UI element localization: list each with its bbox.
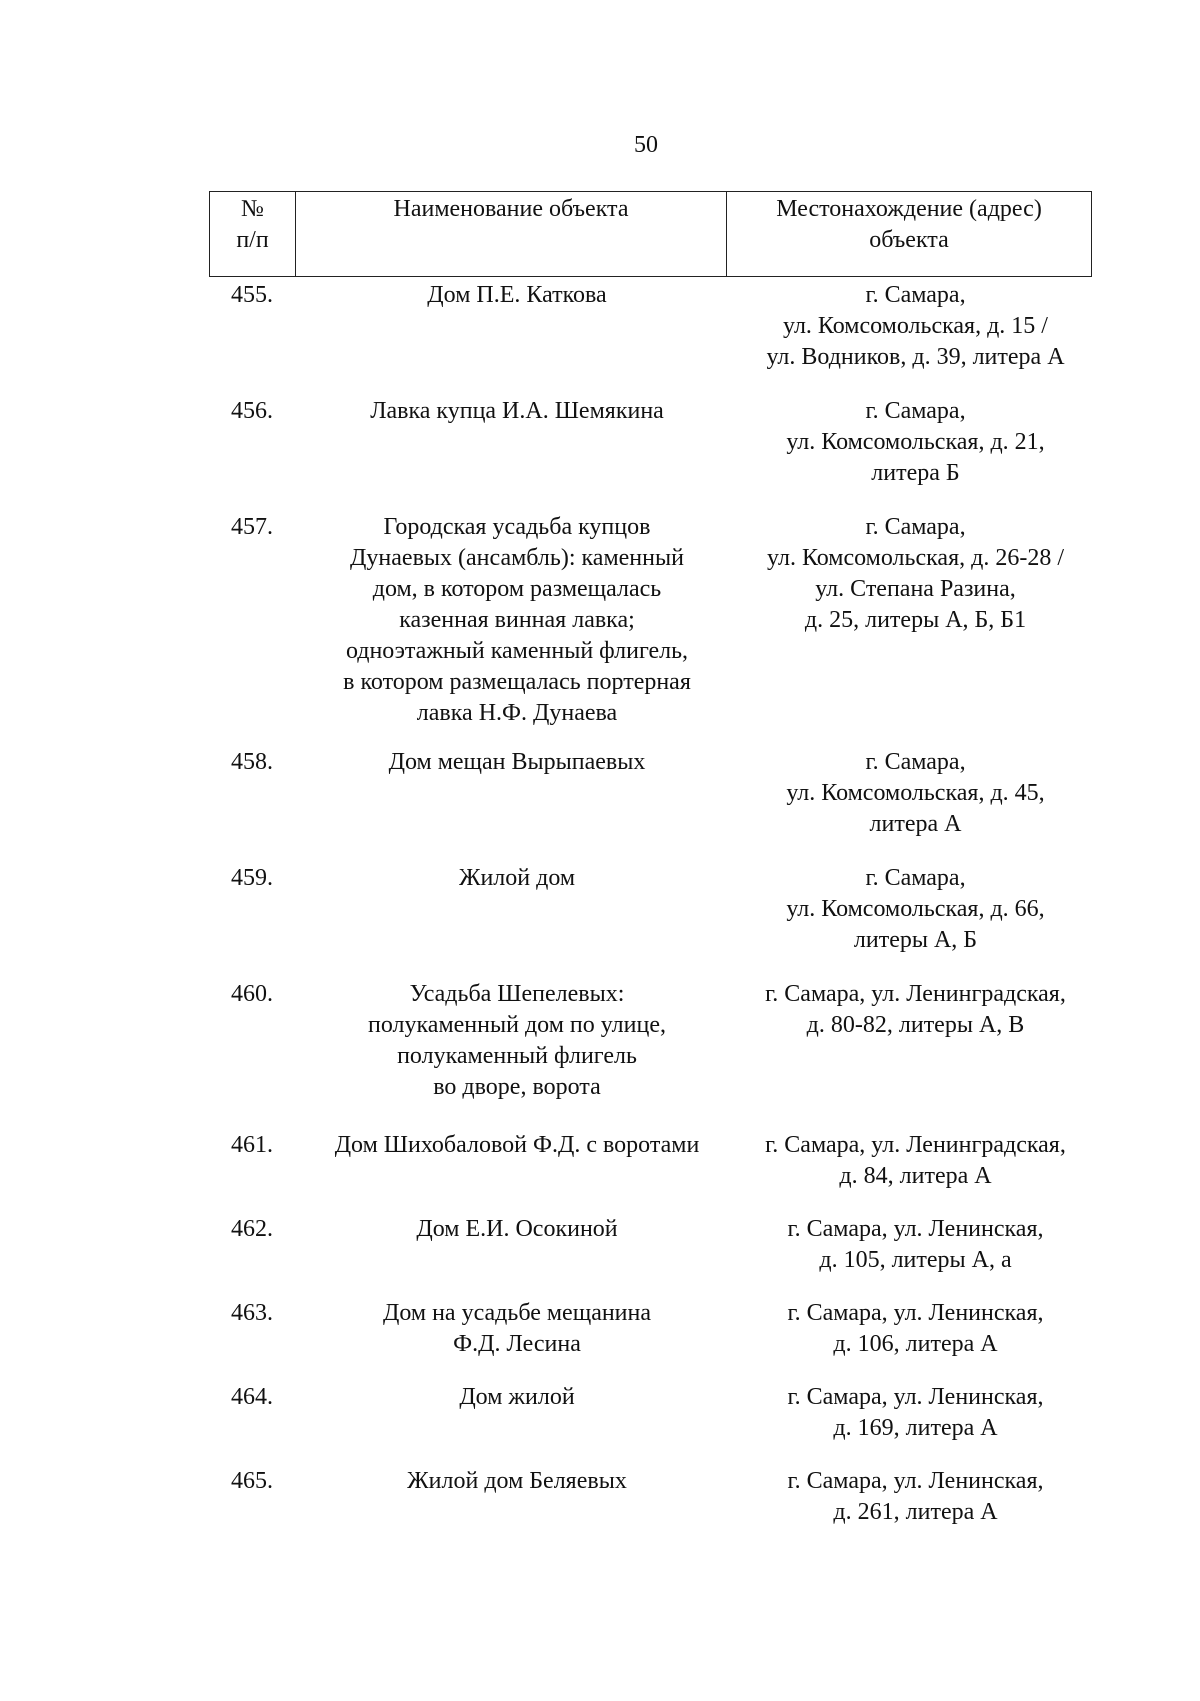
object-name [307,1298,727,1360]
object-address-line: ул. Комсомольская, д. 26-28 / [767,545,1064,571]
object-name-line: полукаменный дом по улице, [368,1012,666,1038]
object-address-line: д. 261, литера А [833,1499,998,1525]
row-number: 457. [231,514,273,540]
table-header [209,191,1092,277]
object-name-line: Жилой дом Беляевых [407,1468,627,1494]
object-address [739,1382,1092,1444]
row-number: 458. [231,749,273,775]
object-name [307,747,727,778]
row-number: 460. [231,981,273,1007]
header-name-column [296,192,727,276]
object-name [307,863,727,894]
object-address-line: д. 84, литера А [839,1163,992,1189]
object-address-line: ул. Степана Разина, [815,576,1016,602]
object-address-line: г. Самара, [865,865,966,891]
object-name [307,1130,727,1161]
object-address [739,1214,1092,1276]
object-address-line: ул. Комсомольская, д. 45, [786,780,1045,806]
object-address-line: г. Самара, ул. Ленинградская, [765,1132,1066,1158]
object-address [739,1130,1092,1192]
object-name-line: Дом жилой [459,1384,575,1410]
object-address [739,1298,1092,1360]
object-name-line: Жилой дом [458,865,576,891]
object-name [307,1466,727,1497]
object-name-line: Дом П.Е. Каткова [427,282,607,308]
object-name [307,979,727,1103]
header-address-column [727,192,1091,276]
object-name-line: дом, в котором размещалась [372,576,662,602]
object-address-line: ул. Комсомольская, д. 15 / [783,313,1048,339]
object-address-line: д. 106, литера А [833,1331,998,1357]
row-number: 464. [231,1384,273,1410]
object-address-line: ул. Комсомольская, д. 66, [786,896,1045,922]
object-address-line: г. Самара, [865,398,966,424]
header-number-column [210,192,296,276]
object-address [739,512,1092,636]
object-name-line: во дворе, ворота [433,1074,601,1100]
row-number: 465. [231,1468,273,1494]
object-address [739,979,1092,1041]
object-name-line: Дом мещан Вырыпаевых [388,749,646,775]
object-address-line: г. Самара, ул. Ленинская, [787,1300,1044,1326]
object-name-line: Ф.Д. Лесина [453,1331,581,1357]
page-number: 50 [634,132,658,158]
header-address-line: объекта [869,227,949,253]
object-address-line: ул. Комсомольская, д. 21, [786,429,1045,455]
object-address [739,1466,1092,1528]
header-name-line: Наименование объекта [393,196,629,222]
object-name-line: лавка Н.Ф. Дунаева [416,700,618,726]
object-name-line: Лавка купца И.А. Шемякина [370,398,664,424]
object-address-line: д. 105, литеры А, а [819,1247,1012,1273]
header-address-line: Местонахождение (адрес) [776,196,1042,222]
row-number: 455. [231,282,273,308]
object-name-line: Городская усадьба купцов [383,514,651,540]
object-address-line: литера Б [871,460,960,486]
object-address-line: г. Самара, [865,749,966,775]
row-number: 462. [231,1216,273,1242]
object-address-line: д. 169, литера А [833,1415,998,1441]
row-number: 456. [231,398,273,424]
row-number: 463. [231,1300,273,1326]
object-address-line: литеры А, Б [853,927,978,953]
object-name [307,1214,727,1245]
object-address-line: г. Самара, ул. Ленинская, [787,1384,1044,1410]
object-address [739,863,1092,956]
object-address-line: г. Самара, ул. Ленинская, [787,1216,1044,1242]
object-address [739,396,1092,489]
object-name-line: полукаменный флигель [397,1043,637,1069]
object-address-line: г. Самара, ул. Ленинская, [787,1468,1044,1494]
object-address-line: литера А [869,811,962,837]
object-name [307,512,727,729]
object-name-line: Усадьба Шепелевых: [409,981,625,1007]
object-address [739,280,1092,373]
object-name [307,1382,727,1413]
row-number: 459. [231,865,273,891]
header-number-line: п/п [236,227,269,253]
object-address [739,747,1092,840]
object-address-line: ул. Водников, д. 39, литера А [766,344,1065,370]
object-name-line: Дом Е.И. Осокиной [416,1216,618,1242]
object-name-line: казенная винная лавка; [399,607,635,633]
object-name [307,396,727,427]
object-address-line: д. 80-82, литеры А, В [806,1012,1025,1038]
object-name-line: в котором размещалась портерная [343,669,691,695]
object-name-line: Дунаевых (ансамбль): каменный [350,545,684,571]
object-name-line: одноэтажный каменный флигель, [345,638,689,664]
object-name-line: Дом Шихобаловой Ф.Д. с воротами [334,1132,700,1158]
object-address-line: д. 25, литеры А, Б, Б1 [804,607,1027,633]
object-address-line: г. Самара, [865,514,966,540]
header-number-line: № [241,196,264,222]
object-address-line: г. Самара, [865,282,966,308]
row-number: 461. [231,1132,273,1158]
object-address-line: г. Самара, ул. Ленинградская, [765,981,1066,1007]
object-name [307,280,727,311]
object-name-line: Дом на усадьбе мещанина [382,1300,652,1326]
